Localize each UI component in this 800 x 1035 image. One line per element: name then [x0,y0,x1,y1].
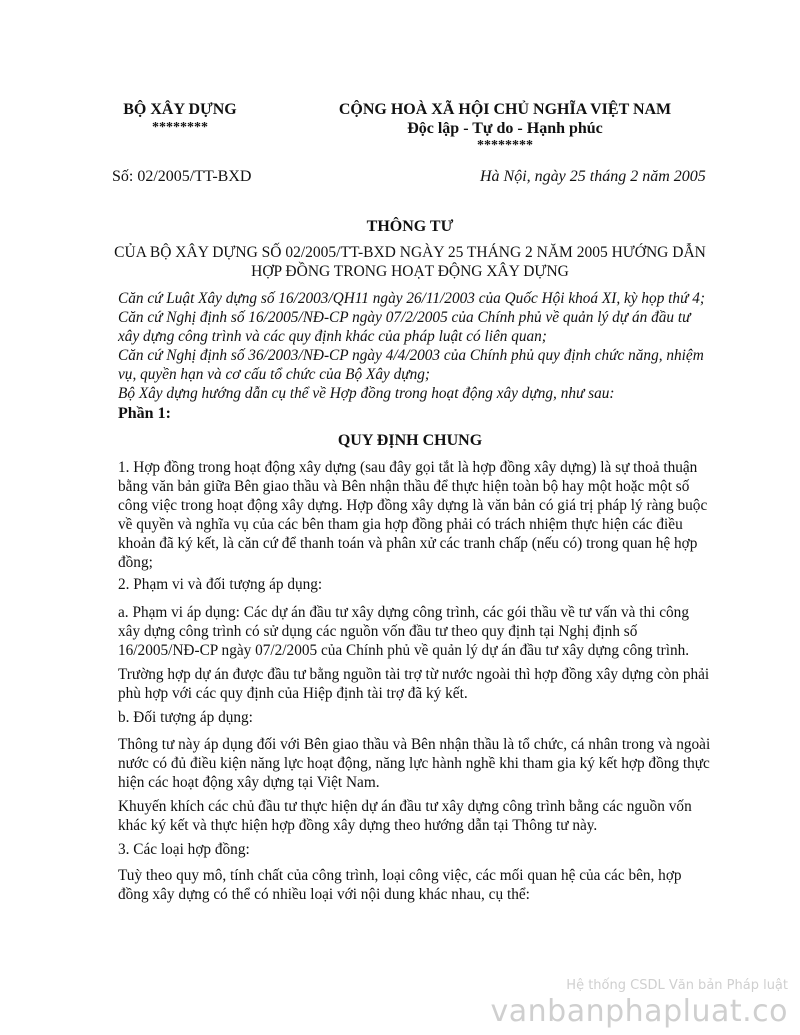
national-motto: Độc lập - Tự do - Hạnh phúc [407,120,603,137]
paragraph-line: Tuỳ theo quy mô, tính chất của công trình, loại công việc, các mối quan hệ của các bên, hợp [118,867,682,884]
paragraph-line: 16/2005/NĐ-CP ngày 07/2/2005 của Chính phủ về quản lý dự án đầu tư xây dựng công trình. [118,642,690,659]
paragraph-9 [118,866,708,904]
paragraph-line: về quyền và nghĩa vụ của các bên tham gia hợp đồng phải có trách nhiệm thực hiện các điều [118,516,683,533]
paragraph-8 [118,840,708,859]
paragraph-line: 1. Hợp đồng trong hoạt động xây dựng (sau đây gọi tắt là hợp đồng xây dựng) là sự thoả thuận [118,459,698,476]
preamble-line: vụ, quyền hạn và cơ cấu tổ chức của Bộ Xây dựng; [118,366,430,383]
preamble-line: Bộ Xây dựng hướng dẫn cụ thể về Hợp đồng trong hoạt động xây dựng, như sau: [118,385,615,402]
paragraph-4 [118,665,708,703]
preamble-line: Căn cứ Nghị định số 36/2003/NĐ-CP ngày 4/4/2003 của Chính phủ quy định chức năng, nhiệm [118,347,704,364]
national-title: CỘNG HOÀ XÃ HỘI CHỦ NGHĨA VIỆT NAM [338,101,672,118]
paragraph-line: công việc trong hoạt động xây dựng. Hợp đồng xây dựng là văn bản có giá trị pháp lý ràng buộc [118,497,708,514]
document-subtitle [110,243,710,281]
watermark-site: vanbanphapluat.co [490,994,788,1029]
issue-date: Hà Nội, ngày 25 tháng 2 năm 2005 [480,168,706,185]
paragraph-line: đồng; [118,554,153,571]
paragraph-line: đồng xây dựng có thể có nhiều loại với nội dung khác nhau, cụ thể: [118,886,530,903]
motto-stars: ******** [477,138,533,153]
preamble-line: xây dựng công trình và các quy định khác của pháp luật có liên quan; [118,328,547,345]
paragraph-line: khoản đã ký kết, là căn cứ để thanh toán và phân xử các tranh chấp (nếu có) trong quan hệ hợp [118,535,698,552]
watermark-caption: Hệ thống CSDL Văn bản Pháp luật [566,978,788,993]
part-label: Phần 1: [118,405,171,422]
paragraph-line: Thông tư này áp dụng đối với Bên giao thầu và Bên nhận thầu là tổ chức, cá nhân trong và ngoài [118,736,711,753]
paragraph-7 [118,797,708,835]
paragraph-line: 3. Các loại hợp đồng: [118,841,250,858]
org-stars: ******** [152,120,208,135]
subtitle-line: HỢP ĐỒNG TRONG HOẠT ĐỘNG XÂY DỰNG [251,263,569,280]
paragraph-line: 2. Phạm vi và đối tượng áp dụng: [118,576,323,593]
paragraph-line: Khuyến khích các chủ đầu tư thực hiện dự án đầu tư xây dựng công trình bằng các nguồn vốn [118,798,692,815]
preamble-line: Căn cứ Luật Xây dựng số 16/2003/QH11 ngày 26/11/2003 của Quốc Hội khoá XI, kỳ họp thứ 4; [118,290,705,307]
paragraph-line: bằng văn bản giữa Bên giao thầu và Bên nhận thầu để thực hiện toàn bộ hay một hoặc một số [118,478,690,495]
section-heading: QUY ĐỊNH CHUNG [337,432,483,449]
paragraph-line: Trường hợp dự án được đầu tư bằng nguồn tài trợ từ nước ngoài thì hợp đồng xây dựng còn phải [118,666,710,683]
paragraph-line: nước có đủ điều kiện năng lực hoạt động, năng lực hành nghề khi tham gia ký kết hợp đồng thực [118,755,710,772]
subtitle-line: CỦA BỘ XÂY DỰNG SỐ 02/2005/TT-BXD NGÀY 25 THÁNG 2 NĂM 2005 HƯỚNG DẪN [114,244,706,261]
paragraph-1 [118,458,708,572]
paragraph-line: b. Đối tượng áp dụng: [118,709,253,726]
paragraph-line: phù hợp với các quy định của Hiệp định tài trợ đã ký kết. [118,685,468,702]
paragraph-6 [118,735,711,792]
paragraph-line: a. Phạm vi áp dụng: Các dự án đầu tư xây dựng công trình, các gói thầu về tư vấn và thi công [118,604,689,621]
paragraph-3 [118,603,708,660]
document-title: THÔNG TƯ [366,218,454,235]
issuing-org: BỘ XÂY DỰNG [123,101,237,118]
paragraph-line: khác ký kết và thực hiện hợp đồng xây dựng theo hướng dẫn tại Thông tư này. [118,817,598,834]
paragraph-2 [118,575,708,594]
paragraph-line: xây dựng công trình có sử dụng các nguồn vốn đầu tư theo quy định tại Nghị định số [118,623,638,640]
paragraph-line: hiện các hoạt động xây dựng tại Việt Nam. [118,774,380,791]
paragraph-5 [118,708,708,727]
preamble-line: Căn cứ Nghị định số 16/2005/NĐ-CP ngày 07/2/2005 của Chính phủ về quản lý dự án đầu tư [118,309,691,326]
document-number: Số: 02/2005/TT-BXD [112,168,252,185]
preamble [118,289,708,403]
